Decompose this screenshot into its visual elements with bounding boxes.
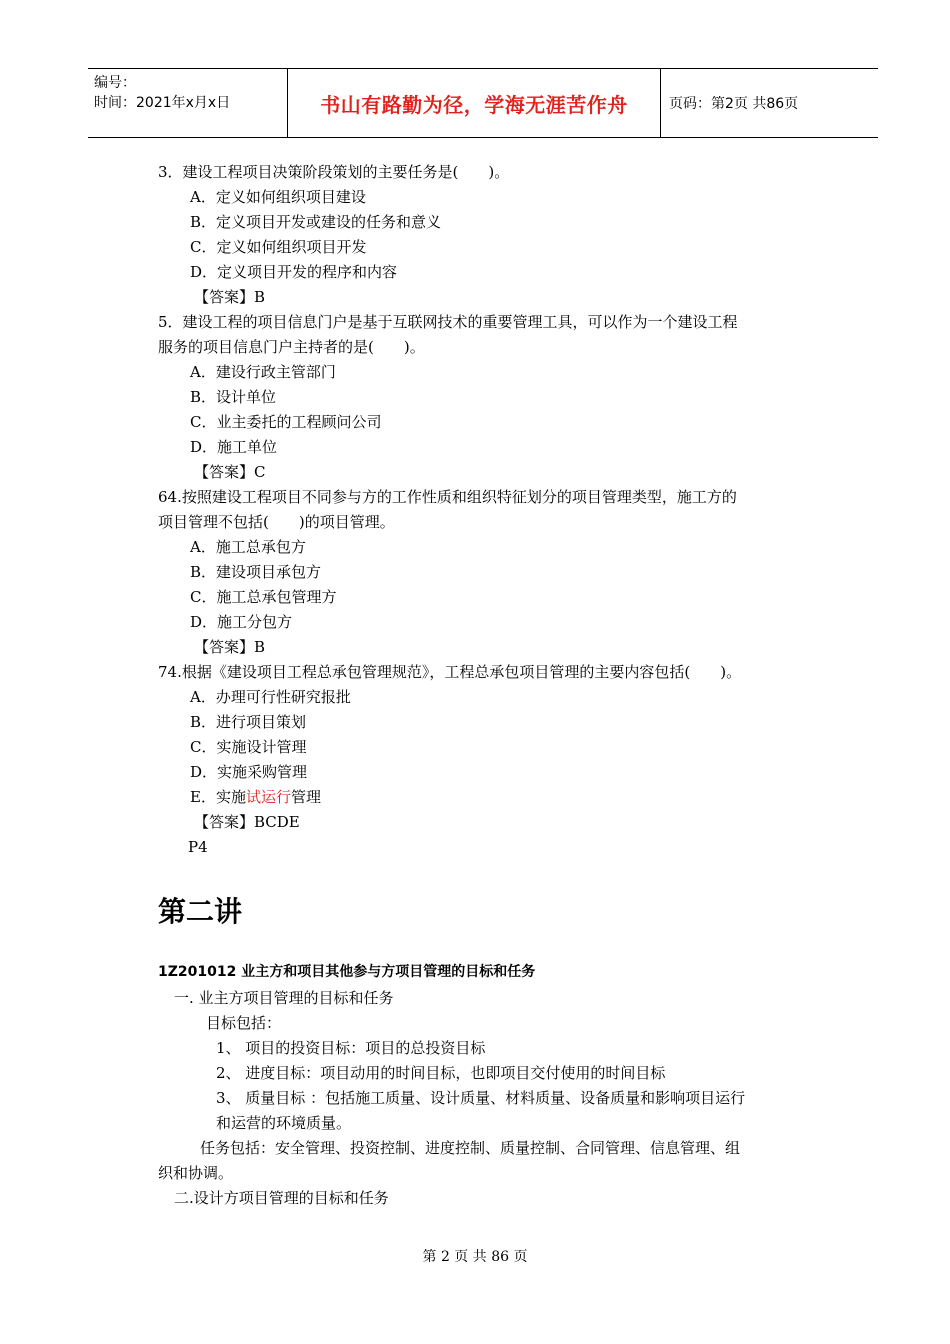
answer: 【答案】B — [194, 638, 266, 656]
goal-item: 1、 项目的投资目标：项目的总投资目标 — [216, 1039, 486, 1057]
option-b: B．建设项目承包方 — [190, 563, 322, 581]
subsection-owner: 一. 业主方项目管理的目标和任务 — [174, 989, 394, 1007]
question-list — [158, 160, 818, 860]
question-stem: 64.按照建设工程项目不同参与方的工作性质和组织特征划分的项目管理类型，施工方的 — [158, 488, 737, 506]
option-d: D．施工单位 — [190, 438, 278, 456]
question-stem: 74.根据《建设项目工程总承包管理规范》，工程总承包项目管理的主要内容包括( )。 — [158, 663, 742, 681]
page-header — [88, 68, 878, 138]
section-title: 1Z201012 业主方和项目其他参与方项目管理的目标和任务 — [158, 964, 536, 980]
page-footer: 第 2 页 共 86 页 — [422, 1249, 528, 1265]
option-c: C．定义如何组织项目开发 — [190, 238, 367, 256]
option-a: A．办理可行性研究报批 — [190, 688, 351, 706]
answer: 【答案】B — [194, 288, 266, 306]
option-e-suffix: 管理 — [290, 788, 321, 806]
option-a: A．建设行政主管部门 — [190, 363, 336, 381]
goal-item: 2、 进度目标：项目动用的时间目标，也即项目交付使用的时间目标 — [216, 1064, 666, 1082]
question-stem-cont: 服务的项目信息门户主持者的是( )。 — [158, 338, 425, 356]
option-b: B．设计单位 — [190, 388, 277, 406]
option-d: D．实施采购管理 — [190, 763, 308, 781]
motto-text: 书山有路勤为径，学海无涯苦作舟 — [320, 92, 628, 117]
option-e-prefix: E．实施 — [190, 788, 246, 806]
option-d: D．定义项目开发的程序和内容 — [190, 263, 398, 281]
goal-item: 3、 质量目标 ：包括施工质量、设计质量、材料质量、设备质量和影响项目运行 — [216, 1089, 746, 1107]
goals-label: 目标包括： — [206, 1014, 282, 1032]
page-label: 页码：第2页 共86页 — [669, 96, 799, 112]
time-label: 时间：2021年x月x日 — [94, 95, 231, 111]
question-stem: 3．建设工程项目决策阶段策划的主要任务是( )。 — [158, 163, 510, 181]
number-label: 编号： — [94, 75, 136, 91]
goal-item-cont: 和运营的环境质量。 — [216, 1114, 352, 1132]
lecture-title: 第二讲 — [158, 895, 243, 928]
option-b: B．进行项目策划 — [190, 713, 307, 731]
option-e-highlight: 试运行 — [245, 788, 291, 806]
header-meta — [88, 69, 288, 137]
option-c: C．业主委托的工程顾问公司 — [190, 413, 382, 431]
option-a: A．施工总承包方 — [190, 538, 306, 556]
answer: 【答案】BCDE — [194, 813, 300, 831]
header-page — [661, 69, 878, 137]
option-a: A．定义如何组织项目建设 — [190, 188, 366, 206]
header-motto — [288, 69, 661, 137]
option-c: C．实施设计管理 — [190, 738, 307, 756]
option-d: D．施工分包方 — [190, 613, 293, 631]
page-reference: P4 — [188, 838, 208, 856]
option-b: B．定义项目开发或建设的任务和意义 — [190, 213, 442, 231]
question-stem-cont: 项目管理不包括( )的项目管理。 — [158, 513, 395, 531]
question-stem: 5．建设工程的项目信息门户是基于互联网技术的重要管理工具，可以作为一个建设工程 — [158, 313, 738, 331]
tasks-text-cont: 织和协调。 — [158, 1164, 234, 1182]
answer: 【答案】C — [194, 463, 266, 481]
option-e — [158, 785, 818, 810]
tasks-text: 任务包括：安全管理、投资控制、进度控制、质量控制、合同管理、信息管理、组 — [200, 1139, 741, 1157]
section-body — [158, 958, 818, 1211]
subsection-designer: 二.设计方项目管理的目标和任务 — [174, 1189, 389, 1207]
option-c: C．施工总承包管理方 — [190, 588, 337, 606]
